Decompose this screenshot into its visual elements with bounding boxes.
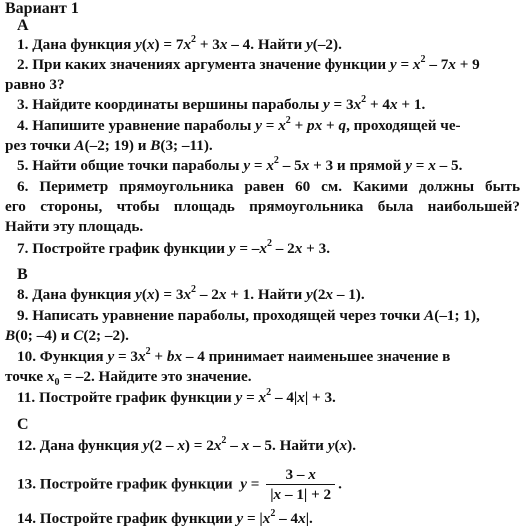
problem-9-line-1: 9. Написать уравнение параболы, проходящей через точки A(–1; 1),: [17, 307, 480, 324]
problem-2-line-2: равно 3?: [5, 76, 65, 93]
problem-11: 11. Постройте график функции $y = x^2 - 4|x| + 3$.: [17, 386, 336, 406]
fraction: $\frac{3 - x}{|x - 1| + 2}$: [266, 466, 335, 504]
problem-7: 7. Постройте график функции $y = -x^2 - 2x + 3$.: [17, 237, 330, 257]
problem-4-line-2: рез точки A(–2; 19) и B(3; –11).: [5, 137, 213, 154]
problem-5: 5. Найти общие точки параболы $y = x^2 - 5x + 3$ и прямой y = x – 5.: [17, 154, 463, 174]
problem-10-line-2: точке $x_0 = -2$. Найдите это значение.: [5, 368, 252, 389]
section-a-heading: А: [17, 17, 29, 34]
problem-6-text-1: 6. Периметр прямоугольника равен 60 см. Какими должны быть: [17, 178, 520, 195]
problem-12: 12. Дана функция $y(2 - x) = 2x^2 - x - 5$. Найти y(x).: [17, 434, 356, 454]
problem-13: 13. Постройте график функции y = $\frac{3 - x}{|x - 1| + 2}$ .: [17, 466, 342, 503]
problem-8: 8. Дана функция $y(x) = 3x^2 - 2x + 1$. Найти y(2x – 1).: [17, 283, 365, 303]
problem-14: 14. Постройте график функции $y = |x^2 - 4x|$.: [17, 507, 313, 527]
problem-1: 1. Дана функция $y(x) = 7x^2 + 3x - 4$. Найти y(–2).: [17, 33, 342, 53]
problem-6-line-1: [17, 178, 520, 196]
section-b-heading: В: [17, 266, 28, 283]
problem-6-text-2: его стороны, чтобы площадь прямоугольника была наибольшей?: [5, 198, 520, 215]
problem-6-line-2: [5, 198, 520, 216]
problem-9-line-2: B(0; –4) и C(2; –2).: [5, 327, 129, 344]
problem-10-line-1: 10. Функция $y = 3x^2$ + bx – 4 принимает наименьшее значение в: [17, 345, 451, 365]
problem-4-line-1: 4. Напишите уравнение параболы $y = x^2$ + px + q, проходящей че-: [17, 114, 461, 134]
problem-2-line-1: 2. При каких значениях аргумента значение функции $y = x^2 - 7x + 9$: [17, 53, 480, 73]
section-c-heading: С: [17, 416, 29, 433]
problem-6-line-3: Найти эту площадь.: [5, 218, 144, 235]
variant-title: Вариант 1: [5, 0, 79, 17]
problem-3: 3. Найдите координаты вершины параболы $y = 3x^2 + 4x + 1$.: [17, 93, 426, 113]
